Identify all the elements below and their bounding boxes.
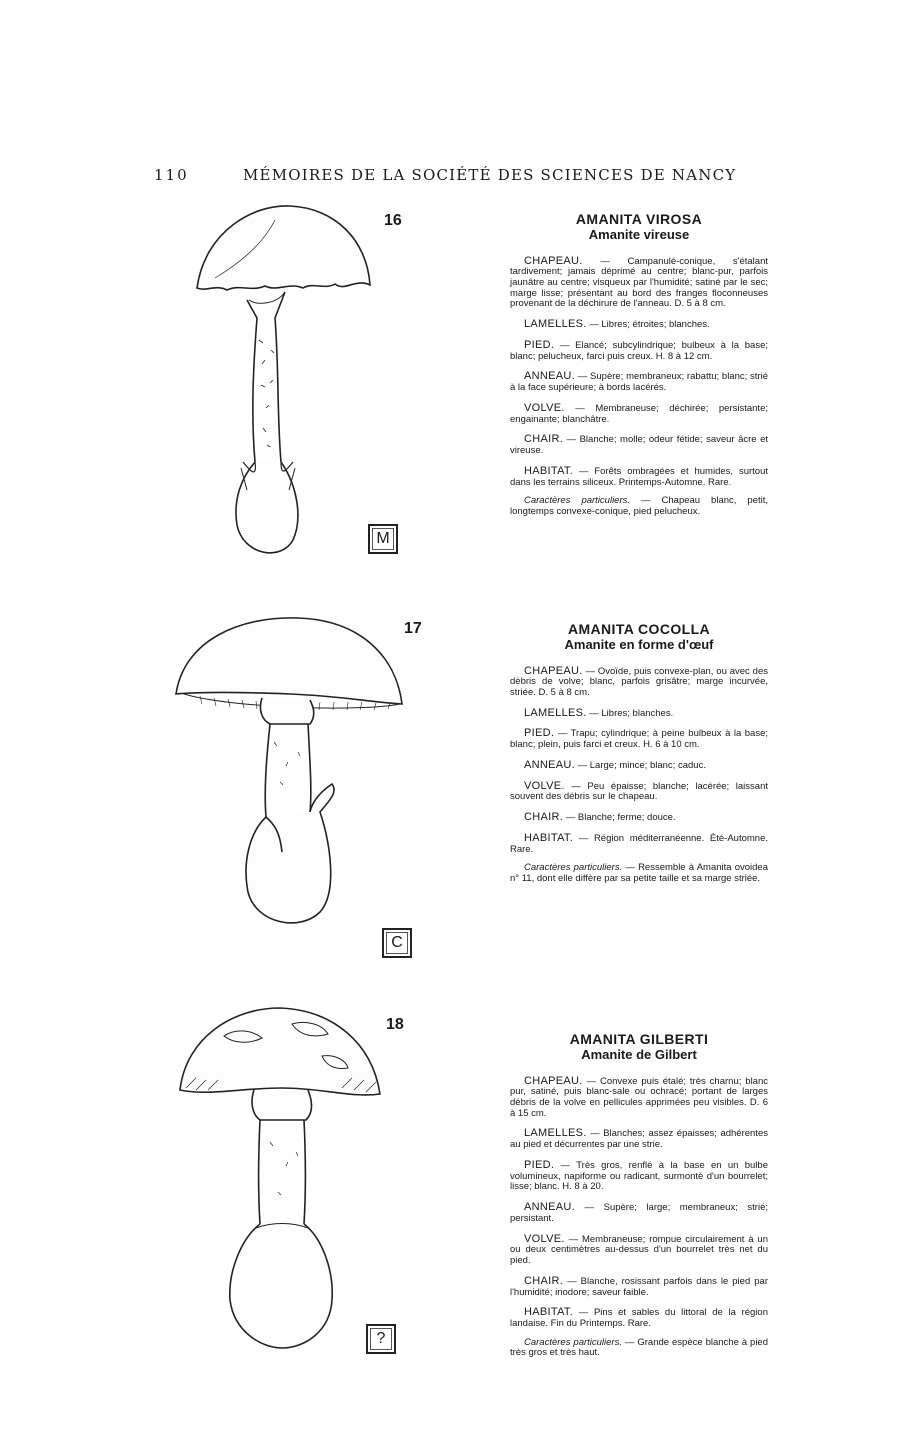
species-entry-18 <box>510 1032 768 1367</box>
section-label: ANNEAU. <box>524 758 575 771</box>
section-text: — Blanche; molle; odeur fétide; saveur âcre et vireuse. <box>510 434 768 457</box>
section-text: — Très gros, renflé à la base en un bulbe volumineux, napiforme ou radicant, surmonté d'un bourrelet; lisse; blanc. H. 8 à 20. <box>510 1159 768 1193</box>
section-text: — Blanches; assez épaisses; adhérentes au pied et décurrentes par une strie. <box>510 1128 768 1151</box>
mushroom-illustration-virosa <box>185 200 385 570</box>
section-label: HABITAT. <box>524 831 574 844</box>
plate-number: 16 <box>384 212 402 229</box>
remark-label: Caractères particuliers. <box>524 862 623 874</box>
section-text: — Blanche; ferme; douce. <box>563 812 676 824</box>
section-label: CHAPEAU. <box>524 254 583 267</box>
section-label: PIED. <box>524 1158 555 1171</box>
species-title: AMANITA VIROSA <box>575 211 703 227</box>
section-label: LAMELLES. <box>524 706 587 719</box>
remark-label: Caractères particuliers. <box>524 495 631 507</box>
section-label: VOLVE. <box>524 401 565 414</box>
section-text: — Ovoïde, puis convexe-plan, ou avec des débris de volve; blanc, parfois grisâtre; marge incurvée, striée. D. 5 à 8 cm. <box>510 665 768 698</box>
section-label: LAMELLES. <box>524 318 587 331</box>
section-label: CHAIR. <box>524 433 564 446</box>
remark-text: — Grande espèce blanche à pied très gros et très haut. <box>510 1336 768 1359</box>
page-number: 110 <box>154 166 189 184</box>
code-box: C <box>382 928 412 958</box>
section-label: CHAIR. <box>524 811 564 824</box>
section-label: CHAIR. <box>524 1274 564 1287</box>
section-text: — Convexe puis étalé; très charnu; blanc pur, satiné, puis blanc-sale ou ochracé; portant de larges débris de la volve en pellicules apprimées peu visibles. D. 6 à 15 cm. <box>510 1075 768 1119</box>
plate-number: 18 <box>386 1016 404 1033</box>
species-entry-17 <box>510 622 768 893</box>
section-label: LAMELLES. <box>524 1127 587 1140</box>
remark-label: Caractères particuliers. <box>524 1336 622 1348</box>
section-text: — Supère; large; membraneux; strié; persistant. <box>510 1202 768 1224</box>
section-label: HABITAT. <box>524 1306 574 1319</box>
section-label: CHAPEAU. <box>524 1074 583 1087</box>
running-head: MÉMOIRES DE LA SOCIÉTÉ DES SCIENCES DE NANCY <box>243 166 737 184</box>
section-text: — Campanulé-conique, s'étalant tardivement; jamais déprimé au centre; blanc-pur, parfois jaunâtre au centre; visqueux par l'humidité; satiné par le sec; marge lisse; présentant au bord des franges floconneuses provenant de la déchirure de l'anneau. D. 5 à 8 cm. <box>510 255 768 310</box>
section-text: — Libres; étroites; blanches. <box>586 319 710 331</box>
section-text: — Blanche, rosissant parfois dans le pied par l'humidité; inodore; saveur faible. <box>510 1275 768 1298</box>
section-text: — Large; mince; blanc; caduc. <box>575 759 706 771</box>
remark-text: — Ressemble à Amanita ovoidea n° 11, dont elle diffère par sa petite taille et sa marge striée. <box>510 862 769 885</box>
section-text: — Forêts ombragées et humides, surtout dans les terrains siliceux. Printemps-Automne. Rare. <box>510 465 768 488</box>
section-text: — Libres; blanches. <box>586 707 674 719</box>
section-text: — Région méditerranéenne. Été-Automne. Rare. <box>510 832 768 855</box>
section-label: VOLVE. <box>524 779 565 792</box>
species-entry-16 <box>510 212 768 526</box>
code-box: ? <box>366 1324 396 1354</box>
species-common-name: Amanite en forme d'œuf <box>564 636 714 652</box>
section-label: PIED. <box>524 727 555 740</box>
species-common-name: Amanite vireuse <box>588 226 690 242</box>
section-text: — Pins et sables du littoral de la région landaise. Fin du Printemps. Rare. <box>510 1307 768 1329</box>
section-label: CHAPEAU. <box>524 664 583 677</box>
mushroom-illustration-gilberti <box>172 1002 392 1352</box>
code-box: M <box>368 524 398 554</box>
plate-number: 17 <box>404 620 422 637</box>
section-text: — Membraneuse; déchirée; persistante; engainante; blanchâtre. <box>510 402 768 425</box>
section-text: — Peu épaisse; blanche; lacérée; laissant souvent des débris sur le chapeau. <box>510 780 768 803</box>
section-label: ANNEAU. <box>524 1201 575 1214</box>
species-title: AMANITA COCOLLA <box>567 621 711 637</box>
section-text: — Membraneuse; rompue circulairement à un ou deux centimètres au-dessus d'un bourrelet très net du pied. <box>510 1233 768 1267</box>
section-text: — Trapu; cylindrique; à peine bulbeux à la base; blanc; plein, puis farci et creux. H. 6 à 10 cm. <box>510 728 768 751</box>
species-common-name: Amanite de Gilbert <box>581 1046 697 1062</box>
mushroom-illustration-cocolla <box>170 612 410 942</box>
section-text: — Supère; membraneux; rabattu; blanc; strié à la face supérieure; à bords lacérés. <box>510 371 768 394</box>
section-label: VOLVE. <box>524 1232 565 1245</box>
section-label: ANNEAU. <box>524 370 575 383</box>
species-title: AMANITA GILBERTI <box>569 1031 709 1047</box>
remark-text: — Chapeau blanc, petit, longtemps convexe-conique, pied pelucheux. <box>510 495 768 517</box>
section-label: HABITAT. <box>524 464 574 477</box>
section-text: — Elancé; subcylindrique; bulbeux à la base; blanc; pelucheux, farci puis creux. H. 8 à 12 cm. <box>510 339 768 362</box>
section-label: PIED. <box>524 338 555 351</box>
